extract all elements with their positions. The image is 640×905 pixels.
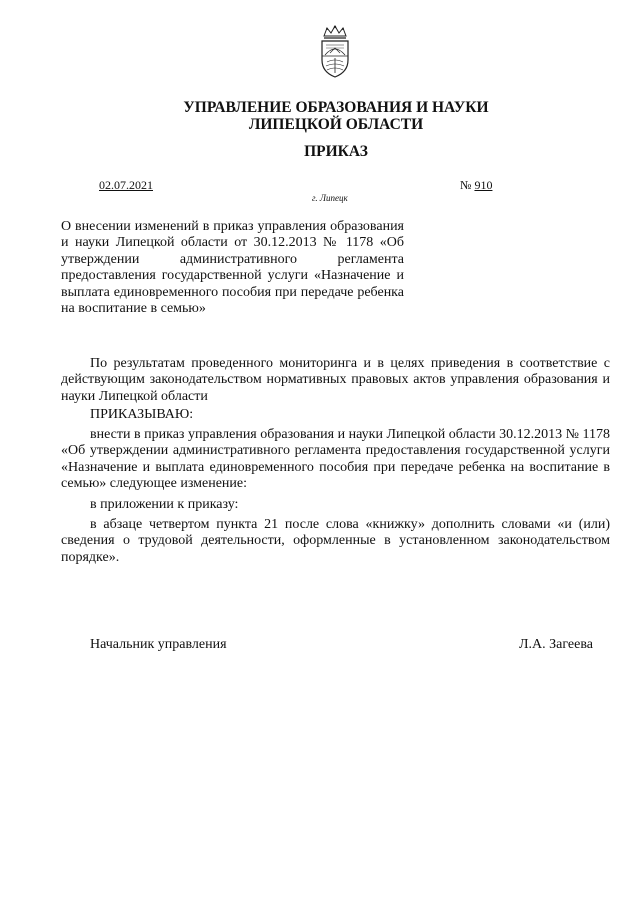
coat-of-arms-emblem xyxy=(314,24,356,80)
order-item-2: в приложении к приказу: xyxy=(90,497,239,512)
number-value: 910 xyxy=(474,178,493,192)
order-word: ПРИКАЗЫВАЮ: xyxy=(90,407,194,422)
order-item-1: внести в приказ управления образования и науки Липецкой области 30.12.2013 № 1178 «Об утверждении административного регламента предоставления государственной услуги «Назначение и выплата единовременного пособия при передаче ребенка на воспитание в семью» следующее изменение: xyxy=(61,427,610,492)
preamble-paragraph: По результатам проведенного мониторинга и в целях приведения в соответствие с действующим законодательством нормативных правовых актов управления образования и науки Липецкой области xyxy=(61,356,610,404)
signature-position: Начальник управления xyxy=(90,637,227,652)
document-date: 02.07.2021 xyxy=(99,178,153,192)
document-subject: О внесении изменений в приказ управления образования и науки Липецкой области от 30.12.2013 № 1178 «Об утверждении административного регламента предоставления государственной услуги «Назначение и выплата единовременного пособия при передаче ребенка на воспитание в семью» xyxy=(61,219,404,317)
document-city: г. Липецк xyxy=(312,193,348,203)
signature-name: Л.А. Загеева xyxy=(519,637,593,652)
order-item-3: в абзаце четвертом пункта 21 после слова «книжку» дополнить словами «и (или) сведения о трудовой деятельности, оформленные в установленном законодательством порядке». xyxy=(61,517,610,565)
org-name-line1: УПРАВЛЕНИЕ ОБРАЗОВАНИЯ И НАУКИ xyxy=(183,99,489,116)
org-name-line2: ЛИПЕЦКОЙ ОБЛАСТИ xyxy=(248,116,424,133)
number-prefix: № xyxy=(460,178,472,192)
document-type: ПРИКАЗ xyxy=(304,143,368,160)
document-number xyxy=(460,178,492,193)
